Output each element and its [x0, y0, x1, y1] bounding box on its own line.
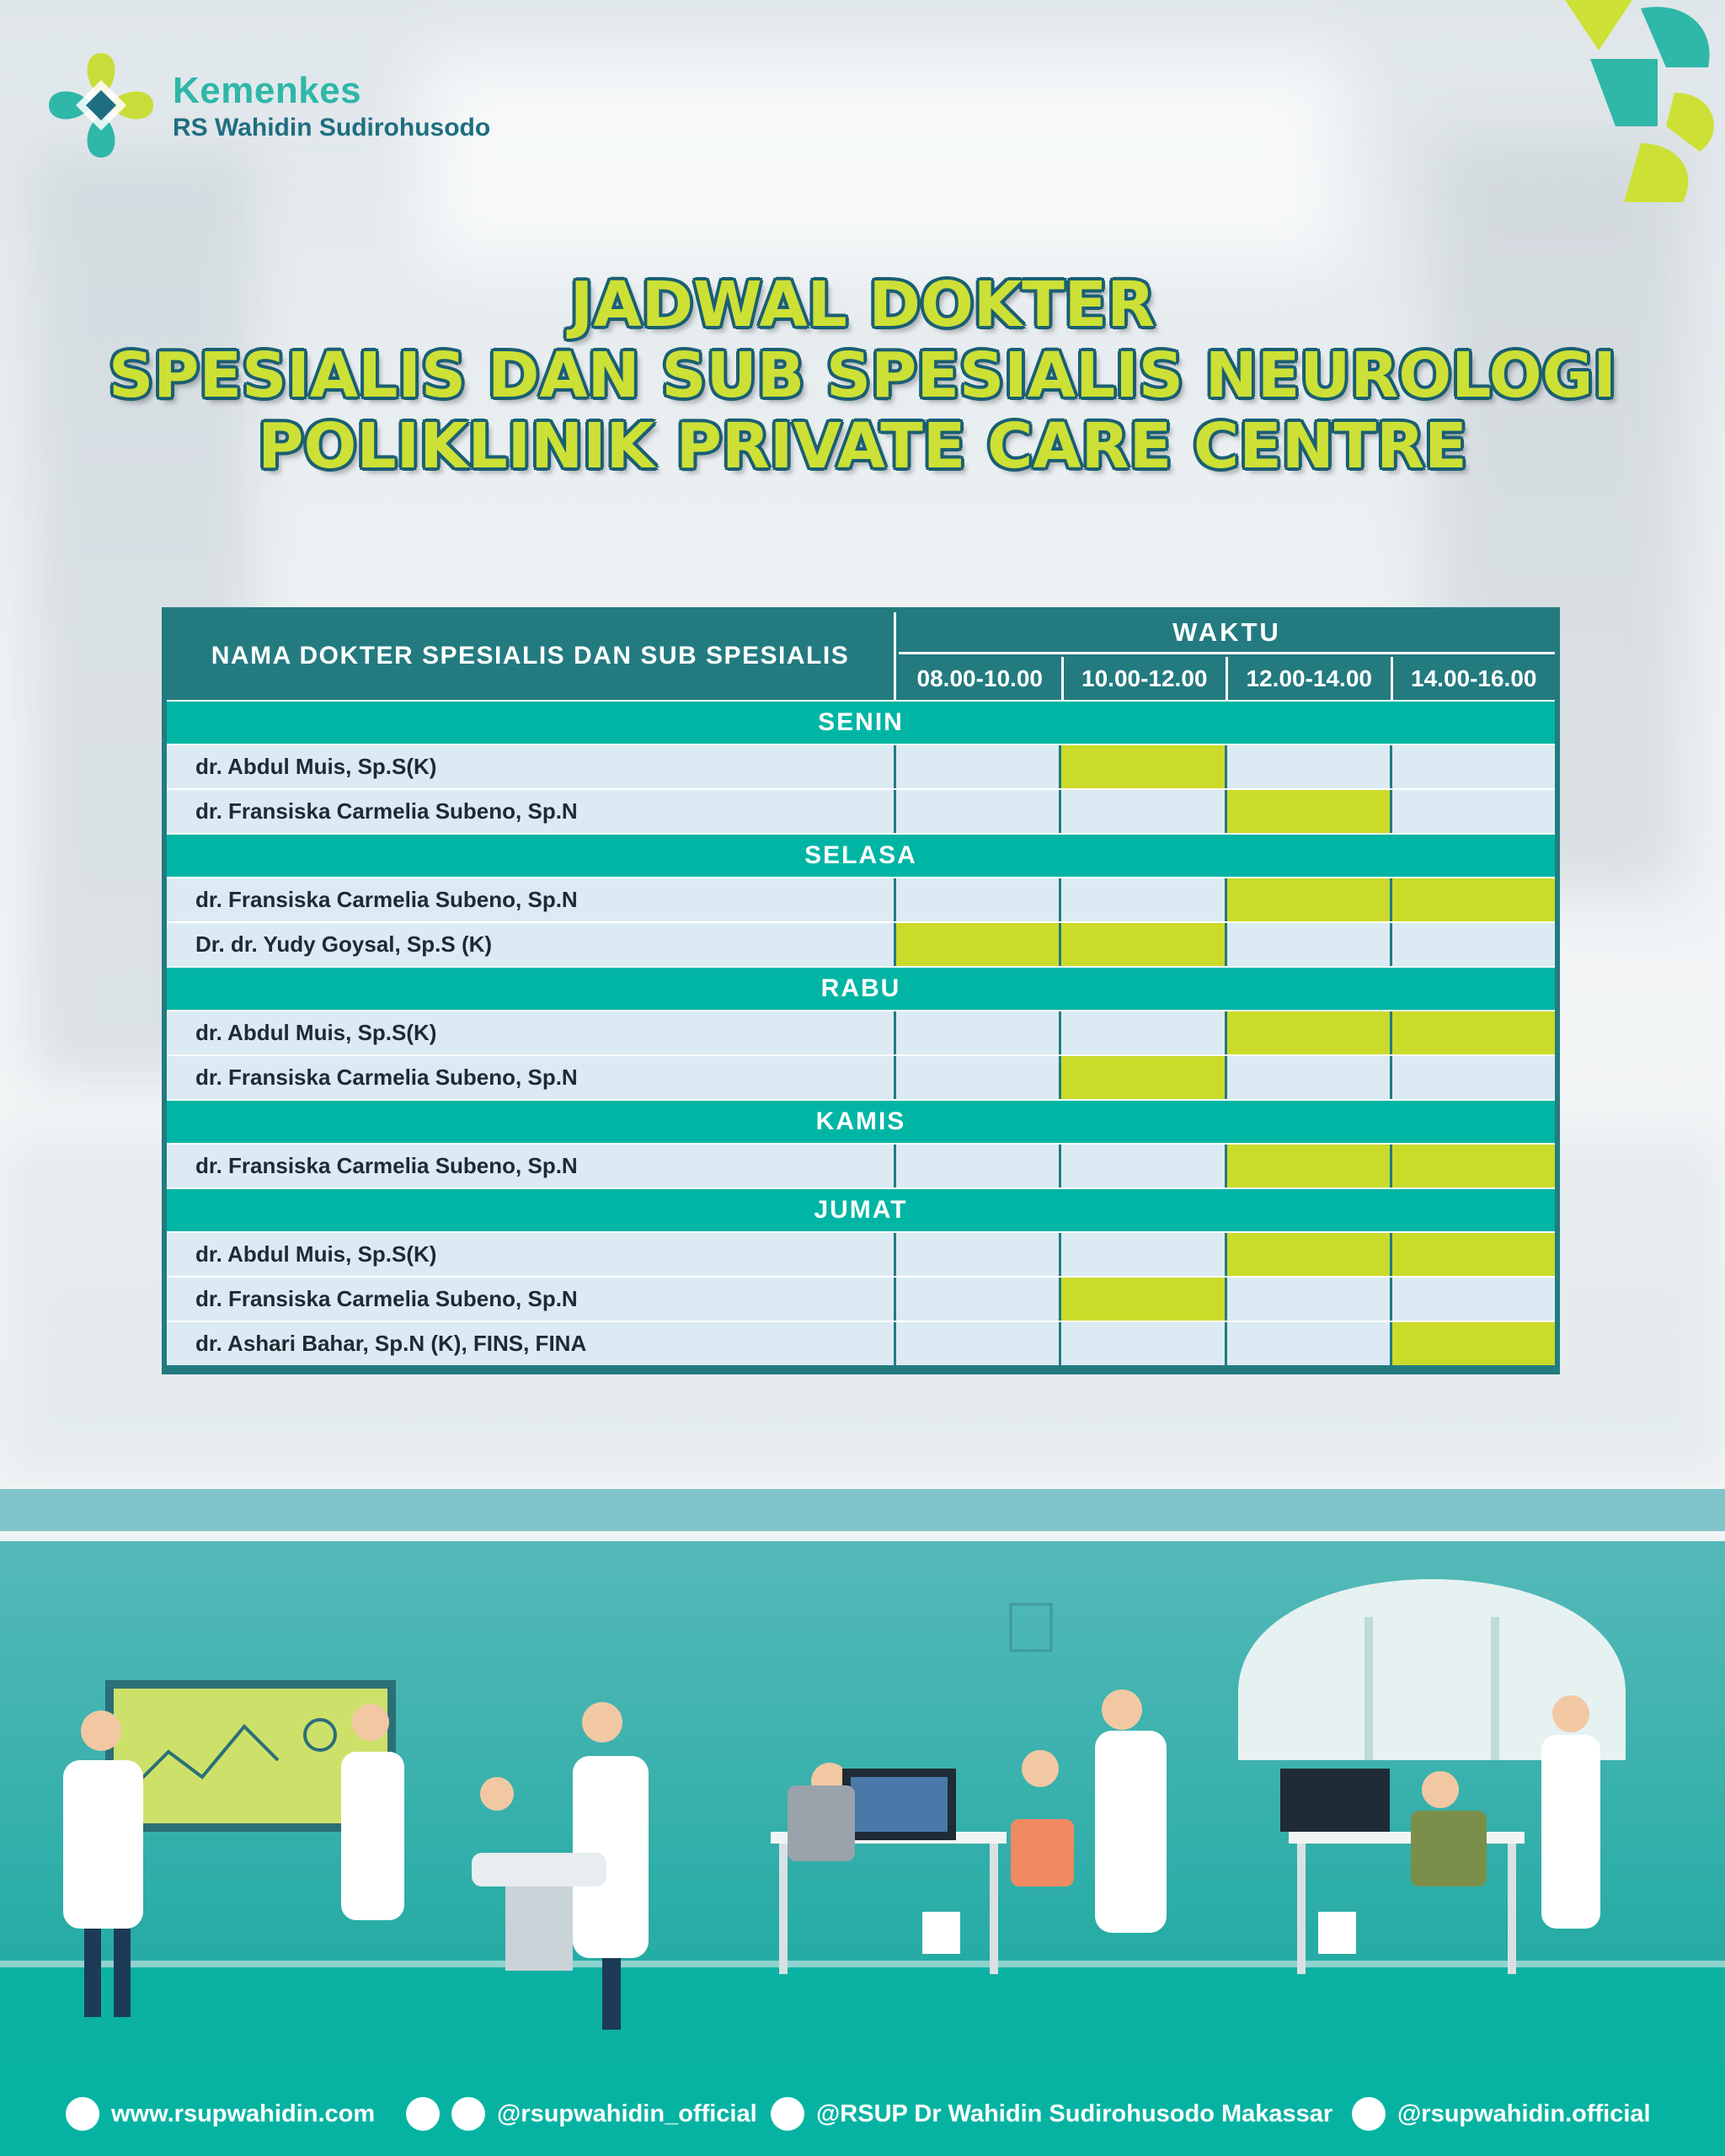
slot-available [1225, 878, 1390, 921]
slot-empty [1390, 1056, 1555, 1099]
doctor-name: dr. Fransiska Carmelia Subeno, Sp.N [167, 1278, 896, 1321]
table-row [167, 1054, 1555, 1099]
social-3-text: @rsupwahidin.official [1397, 2100, 1651, 2127]
social-2-text: @RSUP Dr Wahidin Sudirohusodo Makassar [816, 2100, 1333, 2127]
header-time: 10.00-12.00 [1061, 657, 1226, 700]
slot-available [1225, 1233, 1390, 1276]
slot-available [1390, 1322, 1555, 1365]
brand-subtitle: RS Wahidin Sudirohusodo [173, 114, 491, 141]
doctor-name: dr. Ashari Bahar, Sp.N (K), FINS, FINA [167, 1322, 896, 1365]
slot-available [1390, 1011, 1555, 1054]
table-row [167, 744, 1555, 788]
slot-empty [1225, 1278, 1390, 1321]
doctor-name: dr. Fransiska Carmelia Subeno, Sp.N [167, 1056, 896, 1099]
table-row [167, 1276, 1555, 1321]
day-row: JUMAT [167, 1187, 1555, 1231]
table-row [167, 1231, 1555, 1276]
title-line-2: SPESIALIS DAN SUB SPESIALIS NEUROLOGI [109, 339, 1616, 412]
slot-empty [1059, 1145, 1224, 1187]
table-row [167, 1010, 1555, 1054]
slot-empty [1059, 878, 1224, 921]
slot-available [896, 923, 1059, 966]
doctor-name: dr. Abdul Muis, Sp.S(K) [167, 745, 896, 788]
website-text: www.rsupwahidin.com [111, 2100, 376, 2127]
slot-empty [1059, 1322, 1224, 1365]
slot-available [1390, 1145, 1555, 1187]
time-slots [896, 1322, 1555, 1365]
corner-decoration-icon [1514, 0, 1725, 202]
time-slots [896, 878, 1555, 921]
slot-empty [1059, 790, 1224, 833]
slot-available [1059, 745, 1224, 788]
slot-empty [896, 1278, 1059, 1321]
doctor-name: dr. Fransiska Carmelia Subeno, Sp.N [167, 878, 896, 921]
slot-available [1059, 923, 1224, 966]
slot-available [1225, 1145, 1390, 1187]
slot-empty [896, 1322, 1059, 1365]
footer [0, 2063, 1725, 2156]
globe-icon [66, 2097, 99, 2131]
schedule-table [162, 607, 1560, 1374]
slot-empty [896, 878, 1059, 921]
slot-empty [1225, 1322, 1390, 1365]
slot-empty [896, 745, 1059, 788]
slot-available [1390, 1233, 1555, 1276]
table-row [167, 1321, 1555, 1365]
day-row: SENIN [167, 700, 1555, 744]
brand-name: Kemenkes [173, 70, 362, 111]
doctor-name: dr. Fransiska Carmelia Subeno, Sp.N [167, 790, 896, 833]
slot-empty [1225, 1056, 1390, 1099]
slot-empty [896, 1056, 1059, 1099]
slot-empty [1390, 790, 1555, 833]
logo [42, 46, 514, 164]
time-slots [896, 745, 1555, 788]
doctor-name: dr. Fransiska Carmelia Subeno, Sp.N [167, 1145, 896, 1187]
time-slots [896, 1011, 1555, 1054]
time-slots [896, 1145, 1555, 1187]
table-header [167, 612, 1555, 700]
day-row: SELASA [167, 833, 1555, 877]
header-time: 14.00-16.00 [1391, 657, 1556, 700]
slot-empty [1225, 745, 1390, 788]
footer-website[interactable] [66, 2097, 375, 2131]
table-row [167, 877, 1555, 921]
footer-social-3[interactable] [1352, 2097, 1651, 2131]
title-line-3: POLIKLINIK PRIVATE CARE CENTRE [258, 410, 1467, 483]
slot-empty [896, 1233, 1059, 1276]
slot-available [1059, 1056, 1224, 1099]
slot-empty [1390, 1278, 1555, 1321]
table-row [167, 1143, 1555, 1187]
doctor-name: dr. Abdul Muis, Sp.S(K) [167, 1011, 896, 1054]
slot-empty [896, 790, 1059, 833]
time-slots [896, 923, 1555, 966]
tiktok-icon [406, 2097, 440, 2131]
slot-empty [1059, 1011, 1224, 1054]
title-line-1: JADWAL DOKTER [569, 269, 1156, 341]
table-body [167, 700, 1555, 1365]
instagram-icon [1352, 2097, 1386, 2131]
header-time: 08.00-10.00 [916, 664, 1043, 691]
kemenkes-logo-icon [42, 46, 160, 164]
slot-empty [896, 1145, 1059, 1187]
slot-empty [1059, 1233, 1224, 1276]
time-slots [896, 790, 1555, 833]
header-doctor-name: NAMA DOKTER SPESIALIS DAN SUB SPESIALIS [167, 612, 896, 700]
neurology-clinic-illustration [0, 1541, 1725, 2063]
social-1-text: @rsupwahidin_official [497, 2100, 757, 2127]
slot-available [1059, 1278, 1224, 1321]
slot-empty [896, 1011, 1059, 1054]
slot-available [1225, 1011, 1390, 1054]
slot-empty [1225, 923, 1390, 966]
table-row [167, 788, 1555, 833]
slot-empty [1390, 745, 1555, 788]
divider-band [0, 1489, 1725, 1531]
day-row: KAMIS [167, 1099, 1555, 1143]
time-slots [896, 1278, 1555, 1321]
doctor-name: dr. Abdul Muis, Sp.S(K) [167, 1233, 896, 1276]
doctor-name: Dr. dr. Yudy Goysal, Sp.S (K) [167, 923, 896, 966]
table-row [167, 921, 1555, 966]
facebook-icon [771, 2097, 804, 2131]
slot-available [1225, 790, 1390, 833]
time-slots [896, 1056, 1555, 1099]
slot-empty [1390, 923, 1555, 966]
twitter-icon [451, 2097, 485, 2131]
time-slots [896, 1233, 1555, 1276]
header-times [899, 657, 1555, 700]
header-waktu: WAKTU [899, 612, 1555, 654]
slot-available [1390, 878, 1555, 921]
day-row: RABU [167, 966, 1555, 1010]
page-title [0, 270, 1725, 482]
footer-social-1[interactable] [406, 2097, 757, 2131]
footer-social-2[interactable] [771, 2097, 1332, 2131]
header-time: 12.00-14.00 [1226, 657, 1391, 700]
